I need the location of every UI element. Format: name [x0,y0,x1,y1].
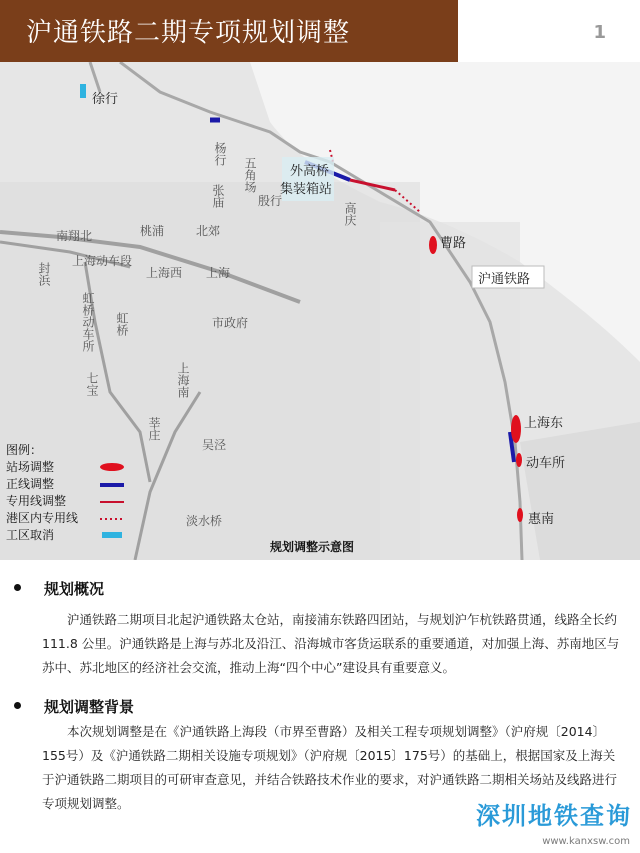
station-huinan [517,508,523,522]
bullet-icon [14,702,21,709]
page-title: 沪通铁路二期专项规划调整 [26,18,351,48]
legend-port-line-mark [98,516,126,522]
label-shanghai: 上海 [206,266,231,280]
watermark-logo: 深圳地铁查询 [476,802,632,830]
bullet-icon [14,584,21,591]
label-hongqiao-emu: 虹桥动车所 [81,292,95,352]
legend-label: 工区取消 [6,528,55,542]
map-legend [6,442,136,544]
label-nanxiangbei: 南翔北 [56,229,93,243]
legend-special-line-mark [98,499,126,505]
planning-map [0,62,640,560]
legend-label: 专用线调整 [6,494,67,508]
section-title: 规划概况 [44,580,105,598]
label-xuhang: 徐行 [92,92,119,107]
legend-label: 港区内专用线 [6,511,79,525]
legend-label: 站场调整 [6,460,55,474]
label-wujiaochang: 五角场 [243,157,257,193]
legend-station-mark [98,463,126,471]
label-shanghainan: 上海南 [176,362,190,398]
station-caolu [429,236,437,254]
label-huinan: 惠南 [528,512,555,527]
label-hongqiao: 虹桥 [115,312,129,336]
legend-item-station [6,459,136,476]
station-shanghaidong [511,415,521,443]
island-area [520,422,640,560]
section-paragraph: 沪通铁路二期项目北起沪通铁路太仓站，南接浦东铁路四团站，与规划沪乍杭铁路贯通，线路全长约111.8 公里。沪通铁路是上海与苏北及沿江、沿海城市客货运联系的重要通道，对加强上海、苏南地区与苏中、苏北地区的经济社会交流，推动上海“四个中心”建设具有重要意义。 [42,612,620,675]
label-dongchesuo: 动车所 [526,456,566,471]
label-shanghai-emu-depot: 上海动车段 [72,254,133,268]
label-zhangmiao: 张庙 [211,184,225,208]
label-city-hall: 市政府 [212,316,249,330]
legend-item-special-line [6,493,136,510]
watermark-url: www.kanxsw.com [542,836,630,847]
label-caolu: 曹路 [440,236,467,251]
label-xinzhuang: 莘庄 [147,417,161,441]
legend-title: 图例： [6,443,43,457]
label-taopu: 桃浦 [140,224,165,238]
section-paragraph: 本次规划调整是在《沪通铁路上海段（市界至曹路）及相关工程专项规划调整》（沪府规〔2014〕155号）及《沪通铁路二期相关设施专项规划》（沪府规〔2015〕175号）的基础上，根据国家及上海关于沪通铁路二期项目的可研审查意见，并结合铁路技术作业的要求，对沪通铁路二期相关场站及线路进行专项规划调整。 [42,724,618,811]
label-fengbang: 封浜 [37,262,51,286]
work-area-cancelled [80,84,86,98]
label-shanghaidong: 上海东 [524,416,564,431]
label-minhangqiao: 淡水桥 [186,514,223,528]
section-title: 规划调整背景 [44,698,135,716]
legend-item-port-line [6,510,136,527]
legend-work-area-mark [98,531,126,539]
page-number: 1 [593,22,606,43]
legend-main-line-mark [98,482,126,488]
label-beijiao: 北郊 [196,224,221,238]
station-dongchesuo [516,453,522,467]
legend-item-work-area [6,527,136,544]
label-shanghaixi: 上海西 [146,266,183,280]
map-caption: 规划调整示意图 [270,540,355,554]
label-gaoqiao: 高庆 [343,202,357,226]
label-wujing: 吴泾 [202,438,227,452]
header [0,0,640,62]
label-yangxing: 杨行 [213,142,227,166]
label-hutong-railway: 沪通铁路 [478,272,531,287]
label-jiangpu: 殷行 [258,194,283,208]
legend-label: 正线调整 [6,477,55,491]
label-wgq-station: 集装箱站 [280,182,333,197]
label-qibao: 七宝 [85,372,99,396]
legend-item-main-line [6,476,136,493]
label-wgq: 外高桥 [290,164,330,179]
